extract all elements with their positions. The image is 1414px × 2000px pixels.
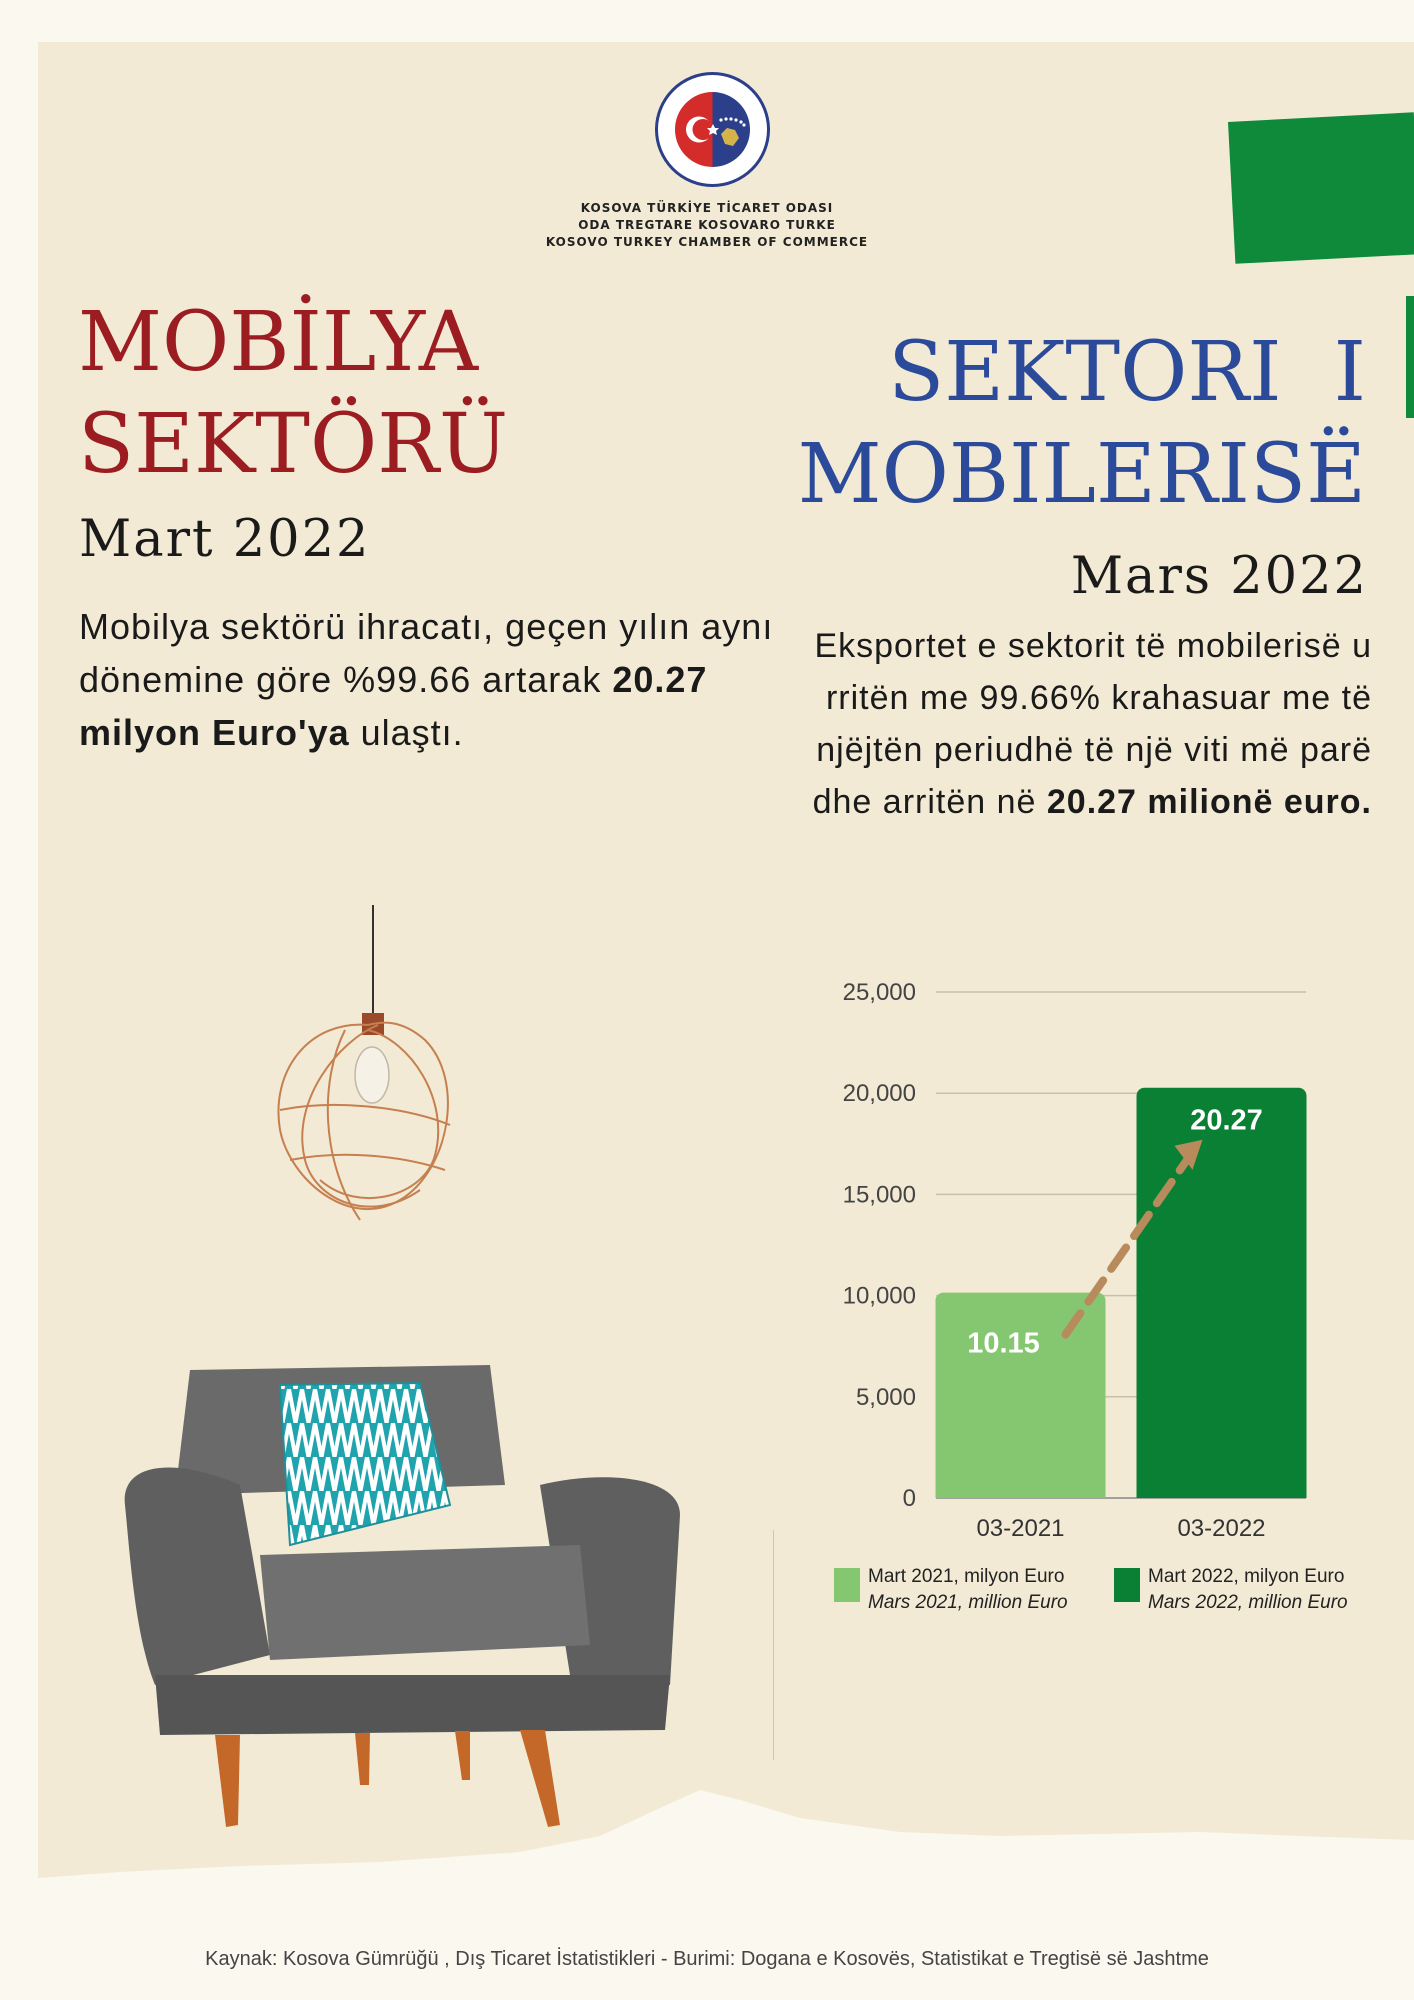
legend-2022-line-1: Mart 2022, milyon Euro (1148, 1566, 1345, 1587)
turkish-title (78, 292, 508, 496)
chart-y-ticks (843, 979, 916, 1512)
y-tick-label: 20,000 (842, 1080, 916, 1108)
y-tick-label: 25,000 (842, 979, 916, 1006)
y-tick-label: 15,000 (842, 1181, 916, 1209)
bar-03-2022 (1137, 1088, 1307, 1498)
albanian-title (798, 322, 1366, 526)
legend-item-2022 (1114, 1564, 1348, 1616)
bar-03-2021 (936, 1293, 1106, 1498)
chart-x-categories (976, 1515, 1265, 1542)
turkish-subtitle: Mart 2022 (79, 510, 371, 569)
exports-bar-chart (820, 960, 1340, 1555)
org-line-3: KOSOVO TURKEY CHAMBER OF COMMERCE (545, 235, 869, 249)
pendant-lamp-illustration (250, 900, 460, 1240)
org-line-1: KOSOVA TÜRKİYE TİCARET ODASI (580, 201, 834, 215)
legend-2021-line-2: Mars 2021, million Euro (868, 1592, 1068, 1613)
turkish-title-line-1: MOBİLYA (78, 295, 479, 390)
org-line-2: ODA TREGTARE KOSOVARO TURKE (578, 218, 836, 232)
x-category-label: 03-2022 (1177, 1515, 1266, 1542)
legend-swatch-2022 (1114, 1568, 1140, 1602)
turkish-text-part-2: ulaştı. (360, 712, 464, 753)
bar-base-03-2022 (1137, 1488, 1307, 1498)
data-label: 10.15 (967, 1327, 1040, 1360)
decorative-green-edge (1406, 296, 1414, 418)
armchair-illustration (120, 1355, 680, 1835)
albanian-title-line-1: SEKTORI I (888, 325, 1366, 420)
y-tick-label: 5,000 (855, 1383, 916, 1411)
albanian-subtitle: Mars 2022 (1070, 547, 1368, 606)
legend-swatch-2021 (834, 1568, 860, 1602)
chamber-logo (655, 72, 770, 187)
albanian-text-part-1: Eksportet e sektorit të mobilerisë u rritën me 99.66% krahasuar me të njëjtën periudhë të një viti më parë dhe arritën në (812, 627, 1372, 821)
albanian-description (752, 620, 1372, 828)
albanian-title-line-2: MOBILERISË (797, 427, 1366, 522)
legend-2021-line-1: Mart 2021, milyon Euro (868, 1566, 1065, 1587)
data-label: 20.27 (1190, 1104, 1263, 1137)
chart-bars (936, 1088, 1307, 1498)
turkish-text-bold: 20.27 milyon Euro'ya (79, 659, 708, 753)
organization-name (500, 200, 914, 251)
turkish-title-line-2: SEKTÖRÜ (78, 397, 509, 492)
y-tick-label: 10,000 (842, 1282, 916, 1310)
y-tick-label: 0 (902, 1485, 916, 1512)
column-divider (773, 1530, 774, 1760)
decorative-green-block (1228, 112, 1414, 264)
albanian-text-bold: 20.27 milionë euro. (1046, 783, 1372, 821)
bar-base-03-2021 (936, 1488, 1106, 1498)
legend-item-2021 (834, 1564, 1068, 1616)
legend-2022-line-2: Mars 2022, million Euro (1148, 1592, 1348, 1613)
x-category-label: 03-2021 (976, 1515, 1065, 1542)
turkish-text-part-1: Mobilya sektörü ihracatı, geçen yılın aynı dönemine göre %99.66 artarak (79, 606, 774, 700)
turkish-description (79, 600, 779, 759)
source-footer: Kaynak: Kosova Gümrüğü , Dış Ticaret İstatistikleri - Burimi: Dogana e Kosovës, Statistikat e Tregtisë së Jashtme (205, 1948, 1209, 1970)
